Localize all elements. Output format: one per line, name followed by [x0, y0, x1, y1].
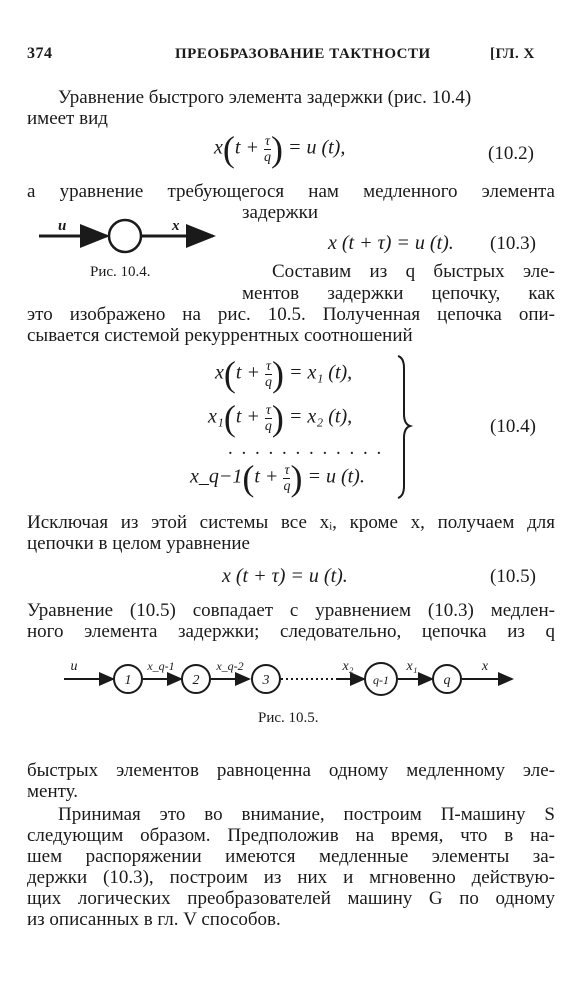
figure-caption: Рис. 10.5. — [258, 710, 319, 726]
chain-edge-label: x — [481, 659, 489, 674]
system-row-2: x₁(t + $\frac{\tau}{q}$ ) = x₂ (t), — [208, 398, 353, 438]
paragraph-line: Составим из q быстрых эле- — [272, 261, 555, 282]
chain-edge-label: x₁ — [406, 659, 418, 674]
chain-edge-label: x_q-2 — [216, 659, 244, 673]
system-row-1: x(t + $\frac{\tau}{q}$ ) = x₁ (t), — [215, 354, 353, 394]
chain-node-label: 2 — [192, 673, 200, 688]
paragraph-line: ментов задержки цепочку, как — [242, 283, 555, 304]
paragraph-line: Принимая это во внимание, построим П-машину S — [58, 804, 555, 825]
chain-node-label: q — [443, 673, 451, 688]
paragraph-line: ного элемента задержки; следовательно, цепочка из q — [27, 621, 555, 642]
equation-number: (10.4) — [490, 416, 536, 437]
paragraph-line: это изображено на рис. 10.5. Полученная цепочка опи- — [27, 304, 555, 325]
chain-input-label: u — [70, 659, 78, 674]
chain-edge-label: x_q-1 — [147, 659, 175, 673]
paragraph-line: следующим образом. Предположив на время, что в на- — [27, 825, 555, 846]
chain-node-label: q-1 — [373, 673, 389, 687]
paragraph-line: из описанных в гл. V способов. — [27, 909, 281, 930]
paragraph-line: сывается системой рекуррентных соотношений — [27, 325, 413, 346]
paragraph-line: щих логических преобразователей машину G по одному — [27, 888, 555, 909]
equation-number: (10.2) — [488, 143, 534, 164]
paragraph-line: цепочки в целом уравнение — [27, 533, 250, 554]
system-row-3: x_q−1(t + $\frac{\tau}{q}$ ) = u (t). — [190, 458, 365, 498]
chapter-reference: [ГЛ. X — [490, 46, 535, 62]
chain-node-label: 3 — [262, 673, 270, 688]
chain-edge-label: x₂ — [342, 659, 354, 674]
paragraph-line: шем распоряжении имеются медленные элементы за- — [27, 846, 555, 867]
figure-10-5 — [60, 654, 530, 704]
chain-node-label: 1 — [124, 673, 132, 688]
equation-10-3: x (t + τ) = u (t). — [328, 232, 454, 254]
paragraph-line: держки (10.3), построим из них и мгновенно действую- — [27, 867, 555, 888]
fig-10-4-output-label: x — [172, 218, 180, 234]
page-number: 374 — [27, 45, 53, 62]
paragraph-line: задержки — [242, 202, 319, 223]
fraction: $\frac{\tau}{q}$ — [263, 133, 271, 165]
fig-10-4-input-label: u — [58, 218, 67, 234]
delay-element-node — [109, 220, 141, 252]
system-ellipsis-row: . . . . . . . . . . . . — [228, 438, 384, 459]
paragraph-line: Исключая из этой системы все xᵢ, кроме x, получаем для — [27, 512, 555, 533]
paragraph-line: Уравнение быстрого элемента задержки (рис. 10.4) — [58, 87, 472, 108]
equation-number: (10.5) — [490, 566, 536, 587]
figure-caption: Рис. 10.4. — [90, 264, 151, 280]
paragraph-line: менту. — [27, 781, 79, 802]
equation-number: (10.3) — [490, 233, 536, 254]
paragraph-line: Уравнение (10.5) совпадает с уравнением (10.3) медлен- — [27, 600, 555, 621]
system-brace — [394, 352, 414, 502]
equation-10-2: x(t + $\frac{\tau}{q}$ ) = u (t), — [214, 129, 346, 169]
running-title: ПРЕОБРАЗОВАНИЕ ТАКТНОСТИ — [175, 46, 431, 62]
paragraph-line: быстрых элементов равноценна одному медленному эле- — [27, 760, 555, 781]
paragraph-line: имеет вид — [27, 108, 108, 129]
equation-10-5: x (t + τ) = u (t). — [222, 565, 348, 587]
paragraph-line: а уравнение требующегося нам медленного элемента — [27, 181, 555, 202]
